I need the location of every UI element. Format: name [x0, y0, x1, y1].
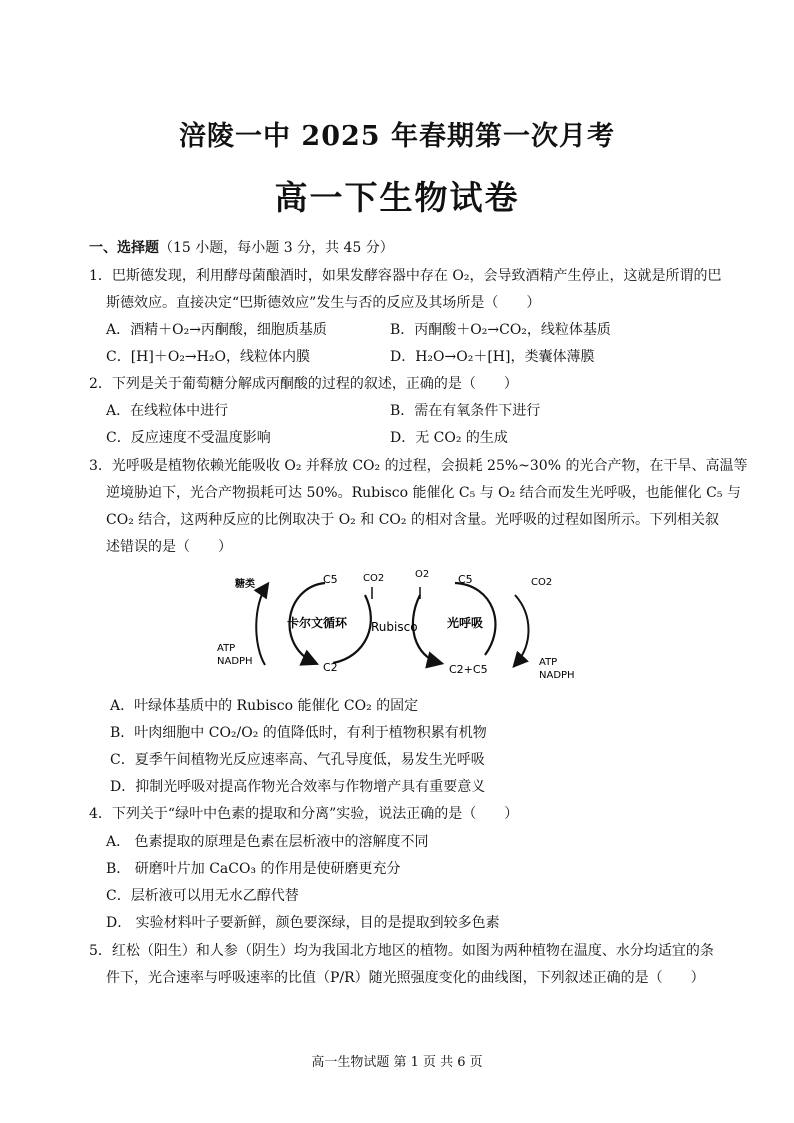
- q5-stem-line2: 件下，光合速率与呼吸速率的比值（P/R）随光照强度变化的曲线图，下列叙述正确的是（ ）: [106, 970, 705, 986]
- q2-option-d: D．无 CO₂ 的生成: [390, 430, 508, 446]
- section-label: 一、选择题: [89, 240, 159, 256]
- q4-option-d: D． 实验材料叶子要新鲜，颜色要深绿，目的是提取到较多色素: [106, 915, 500, 931]
- q3-option-d: D．抑制光呼吸对提高作物光合效率与作物增产具有重要意义: [110, 779, 486, 795]
- page-footer: 高一生物试题 第 1 页 共 6 页: [311, 1055, 483, 1070]
- photorespiration-outer-arc-right: [515, 595, 529, 665]
- label-c2-left: C2: [323, 661, 338, 674]
- q1-option-a: A．酒精＋O₂→丙酮酸，细胞质基质: [106, 322, 327, 338]
- q2-stem-line1: 2．下列是关于葡萄糖分解成丙酮酸的过程的叙述，正确的是（ ）: [89, 376, 518, 392]
- exam-subtitle: 高一下生物试卷: [274, 178, 520, 217]
- label-sugar: 糖类: [235, 579, 255, 590]
- q4-option-a: A． 色素提取的原理是色素在层析液中的溶解度不同: [106, 834, 429, 850]
- label-co2-top-left: CO2: [363, 573, 385, 584]
- q3-stem-line4: 述错误的是（ ）: [106, 539, 232, 555]
- q4-option-b: B． 研磨叶片加 CaCO₃ 的作用是使研磨更充分: [106, 861, 401, 877]
- q3-stem-line3: CO₂ 结合，这两种反应的比例取决于 O₂ 和 CO₂ 的相对含量。光呼吸的过程如图所示。下列相关叙: [106, 512, 719, 528]
- section-note: （15 小题，每小题 3 分，共 45 分）: [159, 240, 394, 256]
- label-calvin-cycle: 卡尔文循环: [287, 616, 348, 630]
- label-o2-top: O2: [415, 569, 430, 580]
- label-co2-right: CO2: [531, 577, 553, 588]
- label-rubisco: Rubisco: [371, 620, 418, 634]
- q2-option-a: A．在线粒体中进行: [106, 403, 229, 419]
- q5-stem-line1: 5．红松（阳生）和人参（阴生）均为我国北方地区的植物。如图为两种植物在温度、水分均适宜的条: [89, 943, 714, 959]
- q4-option-c: C．层析液可以用无水乙醇代替: [106, 888, 299, 904]
- q3-option-a: A．叶绿体基质中的 Rubisco 能催化 CO₂ 的固定: [110, 698, 419, 714]
- q1-option-d: D．H₂O→O₂＋[H]，类囊体薄膜: [390, 349, 595, 365]
- label-c5-left: C5: [323, 573, 338, 586]
- q3-stem-line2: 逆境胁迫下，光合产物损耗可达 50%。Rubisco 能催化 C₅ 与 O₂ 结合而发生光呼吸，也能催化 C₅ 与: [106, 485, 741, 501]
- q3-option-b: B．叶肉细胞中 CO₂/O₂ 的值降低时，有利于植物积累有机物: [110, 725, 487, 741]
- q3-option-c: C．夏季午间植物光反应速率高、气孔导度低，易发生光呼吸: [110, 752, 485, 768]
- q1-stem-line1: 1．巴斯德发现，利用酵母菌酿酒时，如果发酵容器中存在 O₂，会导致酒精产生停止，这就是所谓的巴: [89, 268, 722, 284]
- q4-stem-line1: 4．下列关于“绿叶中色素的提取和分离”实验，说法正确的是（ ）: [89, 806, 519, 822]
- label-c5-right: C5: [458, 573, 473, 586]
- q1-option-b: B．丙酮酸＋O₂→CO₂，线粒体基质: [390, 322, 611, 338]
- label-photorespiration: 光呼吸: [447, 616, 484, 630]
- exam-title: 涪陵一中 2025 年春期第一次月考: [179, 121, 615, 152]
- q2-option-b: B．需在有氧条件下进行: [390, 403, 541, 419]
- q2-option-c: C．反应速度不受温度影响: [106, 430, 271, 446]
- label-c2c5-right: C2+C5: [449, 663, 488, 676]
- photorespiration-diagram: [215, 565, 577, 685]
- calvin-outer-arc-left: [256, 585, 267, 665]
- label-nadph-right: NADPH: [539, 670, 575, 681]
- label-atp-right: ATP: [539, 657, 558, 668]
- q3-stem-line1: 3．光呼吸是植物依赖光能吸收 O₂ 并释放 CO₂ 的过程，会损耗 25%~30% 的光合产物，在干旱、高温等: [89, 458, 748, 474]
- q1-stem-line2: 斯德效应。直接决定“巴斯德效应”发生与否的反应及其场所是（ ）: [106, 295, 541, 311]
- label-atp-left: ATP: [217, 643, 236, 654]
- q1-option-c: C．[H]＋O₂→H₂O，线粒体内膜: [106, 349, 310, 365]
- section-heading: [89, 238, 394, 258]
- label-nadph-left: NADPH: [217, 656, 253, 667]
